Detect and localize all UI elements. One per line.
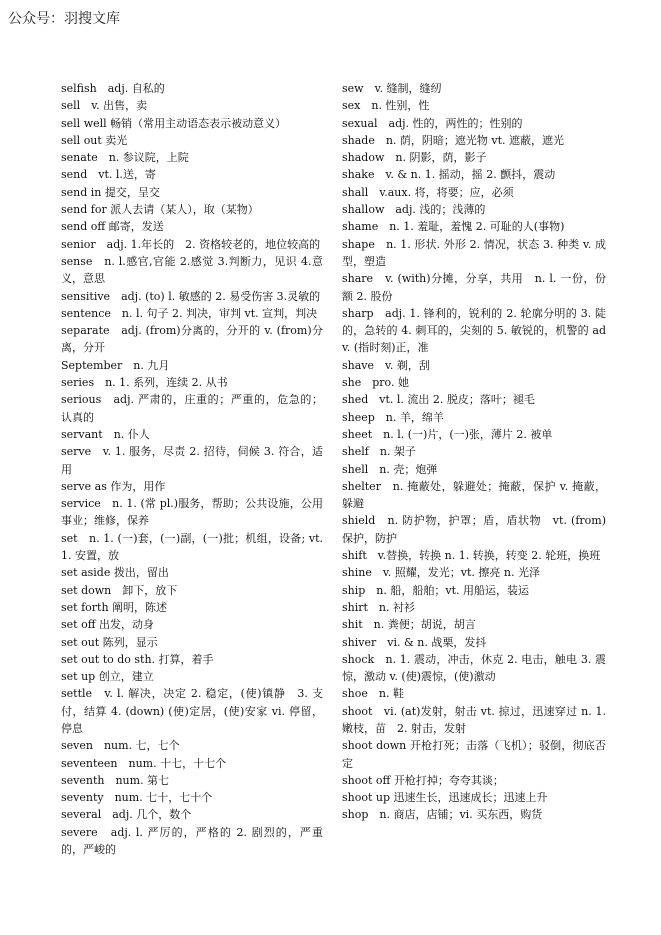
dictionary-entry: sex n. 性别，性 (342, 99, 430, 113)
dictionary-entry: shock n. 1. 震动，冲击，休克 2. 电击，触电 3. 震惊，激动 v. (使)震惊，(使)激动 (342, 652, 606, 684)
dictionary-entry: shoot off 开枪打掉；夸夸其谈； (342, 773, 504, 787)
dictionary-entry: seventy num. 七十，七十个 (61, 791, 213, 805)
dictionary-entry: shine v. 照耀，发光；vt. 擦亮 n. 光泽 (342, 566, 540, 580)
dictionary-entry: shallow adj. 浅的；浅薄的 (342, 203, 486, 217)
dictionary-entry: severe adj. l. 严厉的，严格的 2. 剧烈的，严重的，严峻的 (61, 825, 323, 857)
dictionary-entry: shit n. 粪便；胡说，胡言 (342, 618, 476, 632)
dictionary-entry: seventh num. 第七 (61, 773, 170, 787)
dictionary-entry: sew v. 缝制，缝纫 (342, 82, 442, 95)
dictionary-entry: sheep n. 羊，绵羊 (342, 410, 444, 424)
dictionary-entry: several adj. 几个，数个 (61, 808, 192, 822)
dictionary-entry: shake v. & n. 1. 摇动，摇 2. 颤抖，震动 (342, 168, 556, 182)
dictionary-entry: she pro. 她 (342, 376, 409, 390)
dictionary-entry: settle v. l. 解决，决定 2. 稳定，(使)镇静 3. 支付，结算 4. (down) (使)定居，(使)安家 vi. 停留，停息 (61, 687, 323, 735)
left-column (61, 80, 323, 858)
right-column (342, 80, 606, 824)
dictionary-entry: serve v. 1. 服务，尽责 2. 招待，伺候 3. 符合，适用 (61, 445, 323, 476)
dictionary-entry: shoe n. 鞋 (342, 687, 404, 701)
dictionary-entry: set out 陈列，显示 (61, 635, 158, 649)
dictionary-entry: sharp adj. 1. 锋利的，锐利的 2. 轮廓分明的 3. 陡的，急转的 4. 刺耳的，尖刻的 5. 敏锐的，机警的 adv. (指时刻)正，准 (342, 306, 606, 355)
dictionary-entry: serve as 作为，用作 (61, 479, 166, 493)
dictionary-entry: selfish adj. 自私的 (61, 82, 165, 95)
dictionary-entry: shelf n. 架子 (342, 445, 416, 459)
dictionary-entry: set down 卸下，放下 (61, 583, 178, 597)
dictionary-entry: shop n. 商店，店铺；vi. 买东西，购货 (342, 808, 543, 822)
dictionary-entry: sell out 卖光 (61, 133, 128, 147)
dictionary-entry: serious adj. 严肃的，庄重的；严重的，危急的；认真的 (61, 393, 323, 424)
dictionary-entry: series n. 1. 系列，连续 2. 从书 (61, 376, 228, 390)
dictionary-entry: shed vt. l. 流出 2. 脱皮；落叶；褪毛 (342, 393, 535, 407)
dictionary-entry: service n. 1. (常 pl.)服务，帮助；公共设施，公用事业；维修，保养 (61, 497, 323, 528)
dictionary-entry: sense n. l.感官,官能 2.感觉 3.判断力，见识 4.意义，意思 (61, 254, 323, 286)
dictionary-entry: shadow n. 阴影，荫，影子 (342, 151, 487, 165)
dictionary-entry: shame n. 1. 羞耻，羞愧 2. 可耻的人(事物) (342, 220, 565, 234)
dictionary-entry: shirt n. 衬衫 (342, 600, 416, 614)
dictionary-entry: shall v.aux. 将，将要；应，必须 (342, 185, 514, 199)
dictionary-entry: sentence n. l. 句子 2. 判决，审判 vt. 宣判，判决 (61, 306, 318, 320)
dictionary-entry: set n. 1. (一)套，(一)副，(一)批；机组，设备; vt. 1. 安置，放 (61, 531, 323, 563)
dictionary-entry: shoot down 开枪打死；击落（飞机）；驳倒，彻底否定 (342, 739, 606, 770)
dictionary-entry: shoot up 迅速生长，迅速成长；迅速上升 (342, 791, 548, 805)
dictionary-entry: senate n. 参议院，上院 (61, 151, 189, 165)
dictionary-entry: September n. 九月 (61, 358, 170, 372)
dictionary-entry: shoot vi. (at)发射，射击 vt. 掠过，迅速穿过 n. 1. 嫩枝，苗 2. 射击，发射 (342, 704, 606, 735)
dictionary-entry: sexual adj. 性的，两性的；性别的 (342, 116, 523, 130)
dictionary-entry: set up 创立，建立 (61, 670, 154, 684)
dictionary-entry: send in 提交，呈交 (61, 185, 160, 199)
dictionary-entry: shift v.替换，转换 n. 1. 转换，转变 2. 轮班，换班 (342, 549, 601, 563)
dictionary-entry: shade n. 荫，阴暗；遮光物 vt. 遮蔽，遮光 (342, 133, 565, 147)
dictionary-entry: sell v. 出售，卖 (61, 99, 148, 113)
dictionary-entry: send for 派人去请（某人），取（某物） (61, 203, 259, 217)
dictionary-entry: shave v. 剃，刮 (342, 358, 430, 372)
dictionary-entry: ship n. 船，船舶；vt. 用船运，装运 (342, 583, 529, 597)
dictionary-entry: set out to do sth. 打算，着手 (61, 652, 214, 666)
dictionary-entry: shiver vi. & n. 战栗，发抖 (342, 635, 487, 649)
dictionary-entry: sheet n. l. (一)片，(一)张，薄片 2. 被单 (342, 427, 553, 441)
dictionary-entry: shelter n. 掩蔽处，躲避处；掩蔽，保护 v. 掩蔽，躲避 (342, 479, 606, 511)
dictionary-entry: shell n. 壳；炮弹 (342, 462, 438, 476)
dictionary-entry: set forth 阐明，陈述 (61, 600, 168, 614)
dictionary-entry: shape n. 1. 形状. 外形 2. 情况，状态 3. 种类 v. 成型，塑造 (342, 237, 606, 268)
dictionary-entry: sensitive adj. (to) l. 敏感的 2. 易受伤害 3.灵敏的 (61, 289, 321, 303)
dictionary-entry: seven num. 七，七个 (61, 739, 180, 753)
dictionary-entry: senior adj. 1.年长的 2. 资格较老的，地位较高的 (61, 237, 321, 251)
dictionary-entry: set off 出发，动身 (61, 618, 155, 632)
dictionary-entry: send off 邮寄，发送 (61, 220, 164, 234)
dictionary-entry: seventeen num. 十七，十七个 (61, 756, 227, 770)
watermark-header: 公众号：羽搜文库 (8, 11, 120, 27)
dictionary-entry: share v. (with)分摊，分享，共用 n. l. 一份，份额 2. 股份 (342, 272, 606, 303)
dictionary-entry: set aside 拨出，留出 (61, 566, 169, 580)
dictionary-entry: separate adj. (from)分离的，分开的 v. (from)分离，分开 (61, 324, 323, 355)
dictionary-entry: send vt. l.送，寄 (61, 168, 156, 182)
dictionary-entry: shield n. 防护物，护罩；盾，盾状物 vt. (from) 保护，防护 (342, 514, 606, 545)
dictionary-entry: sell well 畅销（常用主动语态表示被动意义） (61, 116, 287, 130)
dictionary-entry: servant n. 仆人 (61, 427, 150, 441)
